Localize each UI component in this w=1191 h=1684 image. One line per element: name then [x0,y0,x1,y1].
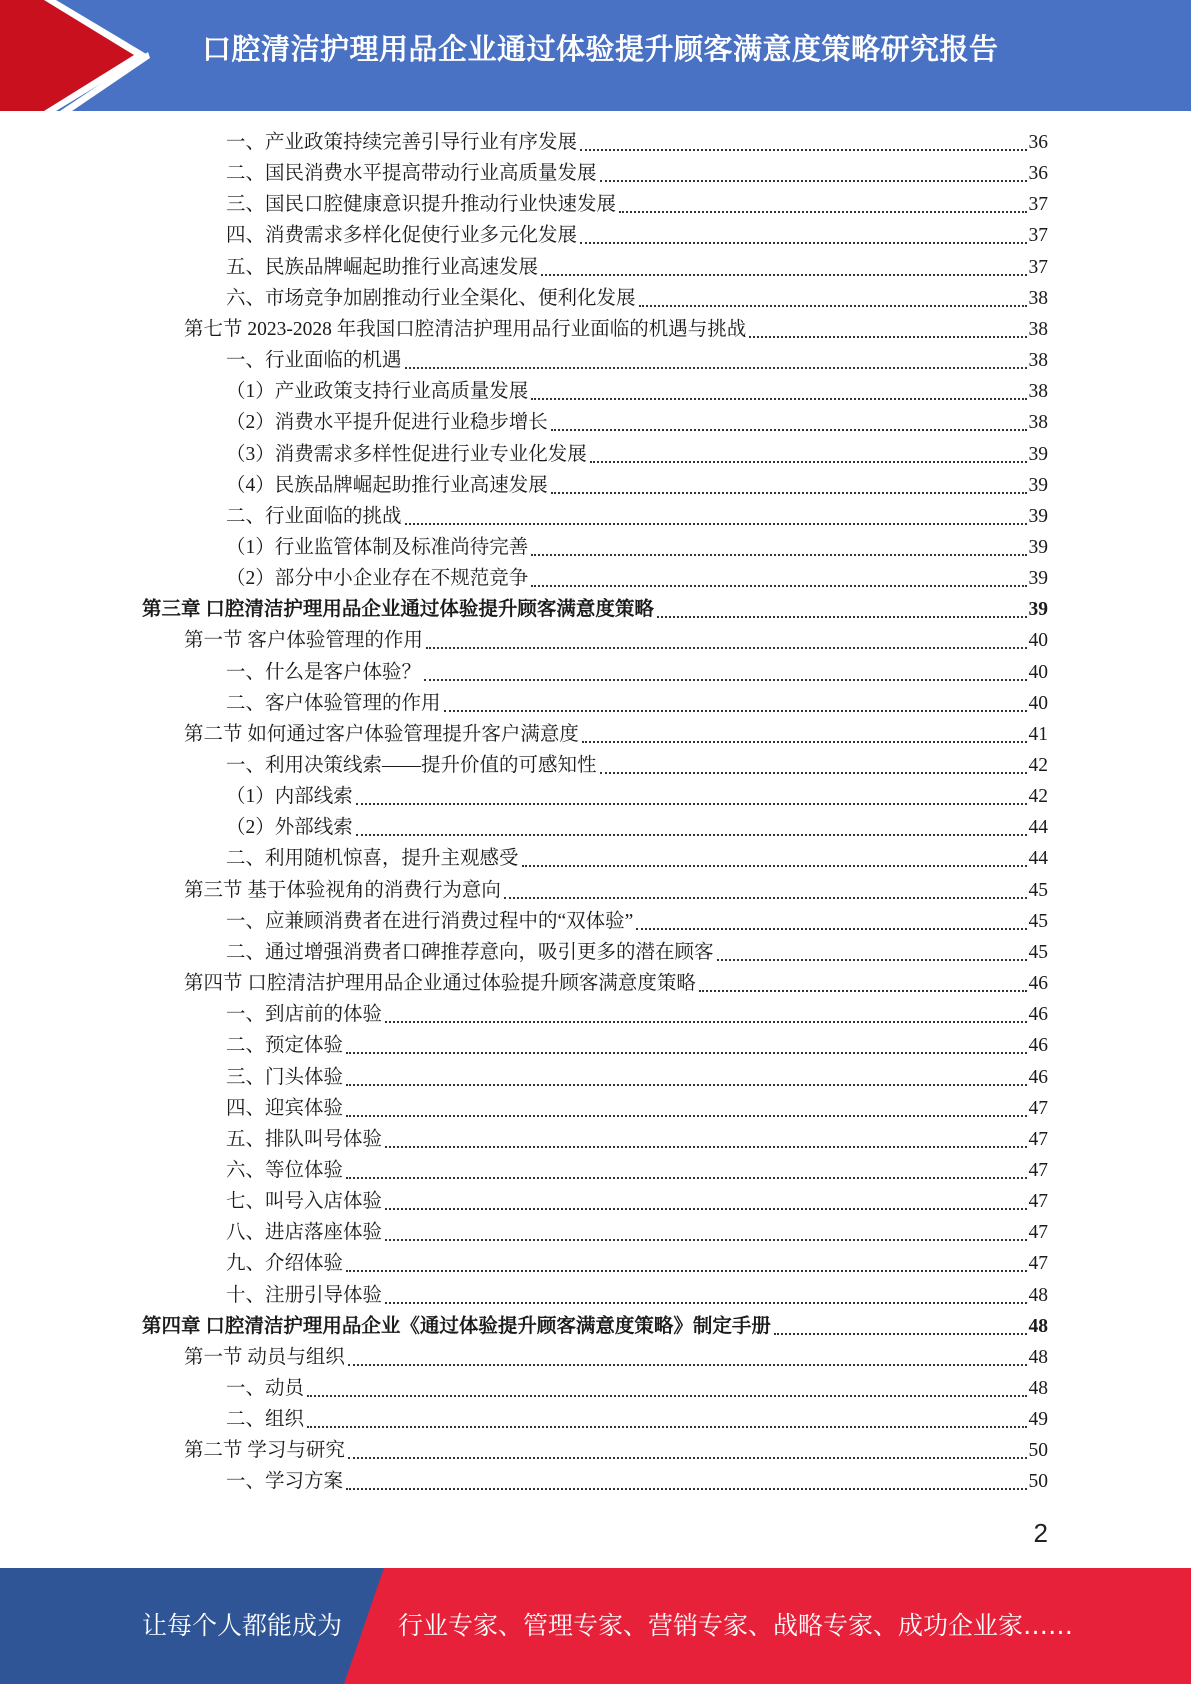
toc-entry-page: 49 [1028,1409,1048,1431]
toc-entry-title: 一、动员 [226,1378,305,1399]
toc-dot-leader [385,1208,1026,1210]
toc-entry-title: 三、国民口腔健康意识提升推动行业快速发展 [226,194,617,216]
toc-entry-page: 48 [1028,1284,1048,1306]
toc-dot-leader [699,990,1027,992]
toc-entry[interactable] [142,1311,1048,1342]
toc-dot-leader [639,305,1027,307]
toc-dot-leader [590,461,1027,463]
toc-entry[interactable] [226,532,1048,563]
toc-entry-page: 41 [1028,723,1048,745]
toc-dot-leader [307,1395,1026,1397]
toc-dot-leader [405,523,1027,525]
toc-entry-page: 50 [1028,1440,1048,1462]
toc-entry-title: （1）产业政策支持行业高质量发展 [226,381,529,403]
toc-entry-title: 第三章 口腔清洁护理用品企业通过体验提升顾客满意度策略 [142,599,654,621]
toc-entry[interactable] [142,594,1048,625]
toc-dot-leader [385,1239,1026,1241]
toc-entry[interactable] [184,875,1048,906]
toc-entry-title: 第二节 学习与研究 [184,1440,345,1462]
toc-dot-leader [580,149,1026,151]
toc-entry[interactable] [184,625,1048,656]
toc-entry[interactable] [226,252,1048,283]
toc-dot-leader [619,211,1026,213]
toc-entry-title: 二、组织 [226,1409,305,1431]
toc-dot-leader [348,1457,1027,1459]
toc-dot-leader [551,429,1027,431]
toc-entry-page: 47 [1028,1159,1048,1181]
toc-entry-title: 第一节 动员与组织 [184,1346,345,1368]
toc-dot-leader [346,1270,1026,1272]
toc-entry[interactable] [226,345,1048,376]
toc-entry-title: 二、国民消费水平提高带动行业高质量发展 [226,163,597,185]
toc-entry-page: 47 [1028,1222,1048,1244]
toc-dot-leader [522,865,1027,867]
toc-dot-leader [426,647,1027,649]
toc-entry-title: （4）民族品牌崛起助推行业高速发展 [226,474,548,496]
toc-entry-page: 45 [1028,910,1048,932]
page-header [0,0,1191,111]
document-title: 口腔清洁护理用品企业通过体验提升顾客满意度策略研究报告 [202,32,999,66]
toc-entry-title: 四、迎宾体验 [226,1097,344,1119]
toc-entry[interactable] [226,1155,1048,1186]
toc-entry[interactable] [226,906,1048,937]
toc-entry[interactable] [184,968,1048,999]
toc-entry-page: 39 [1028,568,1048,590]
toc-entry-title: （3）消费需求多样性促进行业专业化发展 [226,443,587,465]
toc-entry-title: （2）部分中小企业存在不规范竞争 [226,568,529,590]
toc-entry-page: 42 [1028,755,1048,776]
toc-entry[interactable] [226,1404,1048,1435]
toc-entry[interactable] [226,1186,1048,1217]
toc-entry-page: 42 [1028,786,1048,808]
toc-entry-page: 40 [1028,661,1048,683]
toc-entry[interactable] [226,158,1048,189]
toc-dot-leader [385,1146,1026,1148]
toc-entry-title: 五、民族品牌崛起助推行业高速发展 [226,256,539,278]
toc-entry-page: 48 [1028,1346,1048,1368]
toc-entry-page: 37 [1028,194,1048,216]
toc-dot-leader [346,1488,1026,1490]
toc-entry[interactable] [226,283,1048,314]
toc-dot-leader [636,928,1026,930]
toc-entry-page: 44 [1028,817,1048,839]
toc-entry-title: （1）行业监管体制及标准尚待完善 [226,536,529,558]
toc-entry-page: 38 [1028,318,1048,340]
toc-entry-title: 六、等位体验 [226,1159,344,1181]
toc-entry-page: 38 [1028,287,1048,309]
toc-dot-leader [600,772,1027,774]
toc-dot-leader [717,959,1027,961]
toc-dot-leader [346,1052,1026,1054]
toc-entry-title: 第四章 口腔清洁护理用品企业《通过体验提升顾客满意度策略》制定手册 [142,1315,771,1337]
toc-entry[interactable] [226,376,1048,407]
toc-entry-title: 二、客户体验管理的作用 [226,692,441,714]
toc-entry[interactable] [226,1248,1048,1279]
toc-dot-leader [582,741,1027,743]
toc-entry-title: 九、介绍体验 [226,1253,344,1275]
toc-dot-leader [531,554,1026,556]
toc-entry[interactable] [226,937,1048,968]
toc-dot-leader [580,242,1026,244]
toc-entry[interactable] [226,407,1048,438]
toc-entry-page: 46 [1028,1004,1048,1026]
toc-dot-leader [531,398,1026,400]
toc-entry-title: 一、到店前的体验 [226,1004,383,1026]
toc-entry-page: 46 [1028,973,1048,995]
toc-entry-page: 39 [1028,474,1048,496]
toc-entry-page: 44 [1028,848,1048,870]
toc-entry-title: （1）内部线索 [226,786,353,808]
toc-entry[interactable] [226,1280,1048,1311]
toc-entry-page: 38 [1028,350,1048,372]
toc-entry[interactable] [226,1093,1048,1124]
toc-entry-page: 36 [1028,132,1048,153]
toc-entry[interactable] [226,688,1048,719]
toc-entry-page: 47 [1028,1128,1048,1150]
toc-entry-page: 36 [1028,163,1048,185]
toc-entry-page: 39 [1028,443,1048,465]
toc-dot-leader [774,1333,1027,1335]
toc-entry[interactable] [226,501,1048,532]
toc-entry-page: 40 [1028,692,1048,714]
toc-dot-leader [600,180,1027,182]
toc-dot-leader [444,710,1027,712]
toc-entry-page: 38 [1028,381,1048,403]
toc-entry[interactable] [226,999,1048,1030]
toc-entry-title: （2）消费水平提升促进行业稳步增长 [226,412,548,434]
toc-entry-page: 45 [1028,879,1048,901]
toc-entry[interactable] [226,1466,1048,1497]
toc-dot-leader [385,1302,1026,1304]
footer-slogan-right: 行业专家、管理专家、营销专家、战略专家、成功企业家…… [398,1611,1074,1640]
toc-entry[interactable] [226,781,1048,812]
page-footer [0,1568,1191,1684]
toc-dot-leader [657,616,1027,618]
toc-entry[interactable] [184,314,1048,345]
toc-dot-leader [346,1177,1026,1179]
toc-entry[interactable] [226,189,1048,220]
toc-entry-title: 一、利用决策线索——提升价值的可感知性 [226,755,597,776]
toc-entry[interactable] [184,1342,1048,1373]
toc-entry[interactable] [226,470,1048,501]
toc-entry-page: 37 [1028,256,1048,278]
toc-entry-page: 45 [1028,941,1048,963]
toc-entry-title: 第二节 如何通过客户体验管理提升客户满意度 [184,723,579,745]
toc-dot-leader [385,1021,1026,1023]
toc-entry-title: （2）外部线索 [226,817,353,839]
toc-entry-title: 三、门头体验 [226,1066,344,1088]
toc-entry-page: 47 [1028,1191,1048,1213]
toc-entry-page: 38 [1028,412,1048,434]
toc-dot-leader [348,1364,1027,1366]
toc-entry[interactable] [226,439,1048,470]
toc-dot-leader [551,492,1027,494]
toc-entry[interactable] [184,1435,1048,1466]
toc-entry-title: 四、消费需求多样化促使行业多元化发展 [226,225,578,247]
toc-entry-title: 一、学习方案 [226,1471,344,1493]
toc-entry[interactable] [184,719,1048,750]
toc-entry-title: 一、应兼顾消费者在进行消费过程中的“双体验” [226,910,634,932]
toc-entry[interactable] [226,127,1048,158]
toc-entry[interactable] [226,657,1048,688]
toc-entry-title: 二、通过增强消费者口碑推荐意向，吸引更多的潜在顾客 [226,941,714,963]
toc-entry[interactable] [226,812,1048,843]
toc-entry-title: 七、叫号入店体验 [226,1191,383,1213]
toc-entry-page: 50 [1028,1471,1048,1493]
toc-dot-leader [346,1115,1026,1117]
toc-dot-leader [424,679,1026,681]
toc-entry-page: 39 [1028,599,1048,621]
toc-dot-leader [541,274,1026,276]
toc-dot-leader [356,803,1027,805]
toc-entry-page: 39 [1028,536,1048,558]
toc-dot-leader [749,336,1026,338]
toc-dot-leader [356,834,1027,836]
toc-entry[interactable] [226,220,1048,251]
toc-entry-title: 第三节 基于体验视角的消费行为意向 [184,879,501,901]
toc-dot-leader [504,897,1027,899]
toc-entry-title: 五、排队叫号体验 [226,1128,383,1150]
toc-dot-leader [405,367,1027,369]
toc-entry-page: 40 [1028,630,1048,652]
toc-entry-page: 47 [1028,1253,1048,1275]
toc-entry[interactable] [226,843,1048,874]
toc-entry-title: 第一节 客户体验管理的作用 [184,630,423,652]
toc-entry[interactable] [226,1373,1048,1404]
toc-entry[interactable] [226,750,1048,781]
toc-entry-title: 二、行业面临的挑战 [226,505,402,527]
toc-entry-title: 一、什么是客户体验？ [226,661,422,683]
toc-entry-page: 39 [1028,505,1048,527]
footer-slogan-left: 让每个人都能成为 [142,1611,343,1640]
toc-dot-leader [346,1084,1026,1086]
toc-entry-title: 二、利用随机惊喜，提升主观感受 [226,848,519,870]
toc-entry[interactable] [226,1030,1048,1061]
toc-entry-page: 46 [1028,1035,1048,1057]
toc-entry-title: 第四节 口腔清洁护理用品企业通过体验提升顾客满意度策略 [184,973,696,995]
toc-entry[interactable] [226,563,1048,594]
toc-entry-title: 六、市场竞争加剧推动行业全渠化、便利化发展 [226,287,636,309]
toc-entry-title: 一、产业政策持续完善引导行业有序发展 [226,132,578,153]
toc-entry-page: 37 [1028,225,1048,247]
toc-entry-title: 第七节 2023-2028 年我国口腔清洁护理用品行业面临的机遇与挑战 [184,318,747,340]
toc-entry-page: 47 [1028,1097,1048,1119]
toc-entry-title: 十、注册引导体验 [226,1284,383,1306]
toc-entry[interactable] [226,1217,1048,1248]
page-number: 2 [1033,1518,1048,1548]
toc-entry-page: 46 [1028,1066,1048,1088]
toc-entry[interactable] [226,1062,1048,1093]
toc-entry-page: 48 [1028,1378,1048,1399]
toc-entry-title: 八、进店落座体验 [226,1222,383,1244]
toc-entry-title: 二、预定体验 [226,1035,344,1057]
toc-entry-title: 一、行业面临的机遇 [226,350,402,372]
toc-entry[interactable] [226,1124,1048,1155]
toc-dot-leader [531,585,1026,587]
toc-entry-page: 48 [1028,1315,1048,1337]
toc-dot-leader [307,1426,1026,1428]
